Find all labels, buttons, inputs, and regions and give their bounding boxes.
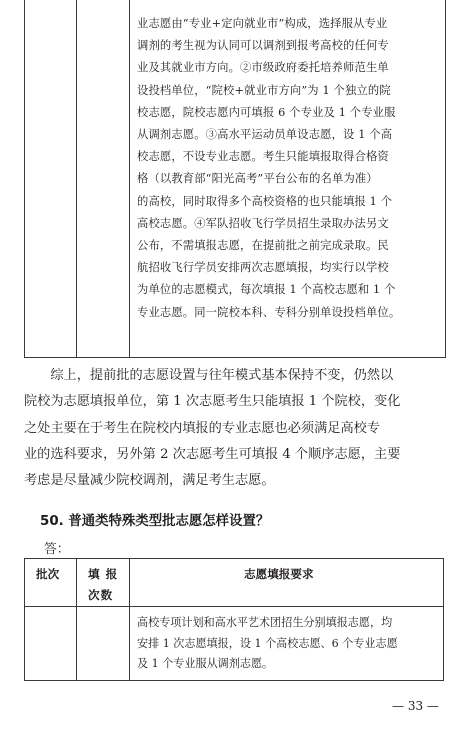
cell-line: 校志愿，院校志愿内可填报 6 个专业及 1 个专业服 <box>137 105 396 119</box>
cell-line: 安排 1 次志愿填报，设 1 个高校志愿、6 个专业志愿 <box>137 636 398 650</box>
answer-label: 答： <box>44 542 70 557</box>
cell-line: 从调剂志愿。③高水平运动员单设志愿，设 1 个高 <box>137 128 393 142</box>
table-row <box>137 613 441 675</box>
table-header-divider <box>25 606 443 607</box>
table-column-divider <box>129 0 130 357</box>
cell-line: 校志愿，不设专业志愿。考生只能填报取得合格资 <box>137 150 389 164</box>
cell-line: 专业志愿。同一院校本科、专科分别单设投档单位。 <box>137 305 401 319</box>
header-fill-count-line2: 次数 <box>88 588 114 602</box>
header-requirements: 志愿填报要求 <box>244 567 314 581</box>
page-number: — 33 — <box>392 699 439 713</box>
question-heading: 50. 普通类特殊类型批志愿怎样设置？ <box>40 514 270 529</box>
paragraph-line: 考虑是尽量减少院校调剂，满足考生志愿。 <box>24 473 275 489</box>
header-batch: 批次 <box>36 567 60 581</box>
cell-line: 公布，不需填报志愿，在提前批之前完成录取。民 <box>137 239 389 253</box>
cell-line: 为单位的志愿模式，每次填报 1 个高校志愿和 1 个 <box>137 283 396 297</box>
paragraph-line: 之处主要在于考生在院校内填报的专业志愿也必须满足高校专 <box>24 420 381 436</box>
table-column-divider <box>76 0 77 357</box>
cell-line: 业志愿由“专业+定向就业市”构成，选择服从专业 <box>137 17 388 30</box>
continuation-table <box>24 0 446 358</box>
cell-line: 调剂的考生视为认同可以调剂到报考高校的任何专 <box>137 39 389 53</box>
cell-line: 高校志愿。④军队招收飞行学员招生录取办法另文 <box>137 216 389 230</box>
paragraph-line: 综上，提前批的志愿设置与往年模式基本保持不变，仍然以 <box>24 368 394 383</box>
cell-line: 设投档单位，“院校+就业市方向”为 1 个独立的院 <box>137 83 391 97</box>
cell-line: 及 1 个专业服从调剂志愿。 <box>137 657 274 670</box>
table-column-divider <box>76 559 77 680</box>
cell-line: 业及其就业市方向。②市级政府委托培养师范生单 <box>137 61 389 75</box>
paragraph-line: 院校为志愿填报单位，第 1 次志愿考生只能填报 1 个院校，变化 <box>24 394 401 410</box>
cell-line: 高校专项计划和高水平艺术团招生分别填报志愿，均 <box>137 616 393 629</box>
cell-line: 航招收飞行学员安排两次志愿填报，均实行以学校 <box>137 261 389 275</box>
cell-line: 格（以教育部“阳光高考”平台公布的名单为准） <box>137 172 378 186</box>
table-column-divider <box>129 559 130 680</box>
cell-line: 的高校，同时取得多个高校资格的也只能填报 1 个 <box>137 194 393 208</box>
volunteer-table <box>24 558 444 681</box>
paragraph-line: 业的选科要求，另外第 2 次志愿考生可填报 4 个顺序志愿，主要 <box>24 446 401 462</box>
header-fill-count-line1: 填报 <box>88 567 124 581</box>
summary-paragraph <box>24 363 450 494</box>
table-cell-requirements <box>137 13 441 324</box>
